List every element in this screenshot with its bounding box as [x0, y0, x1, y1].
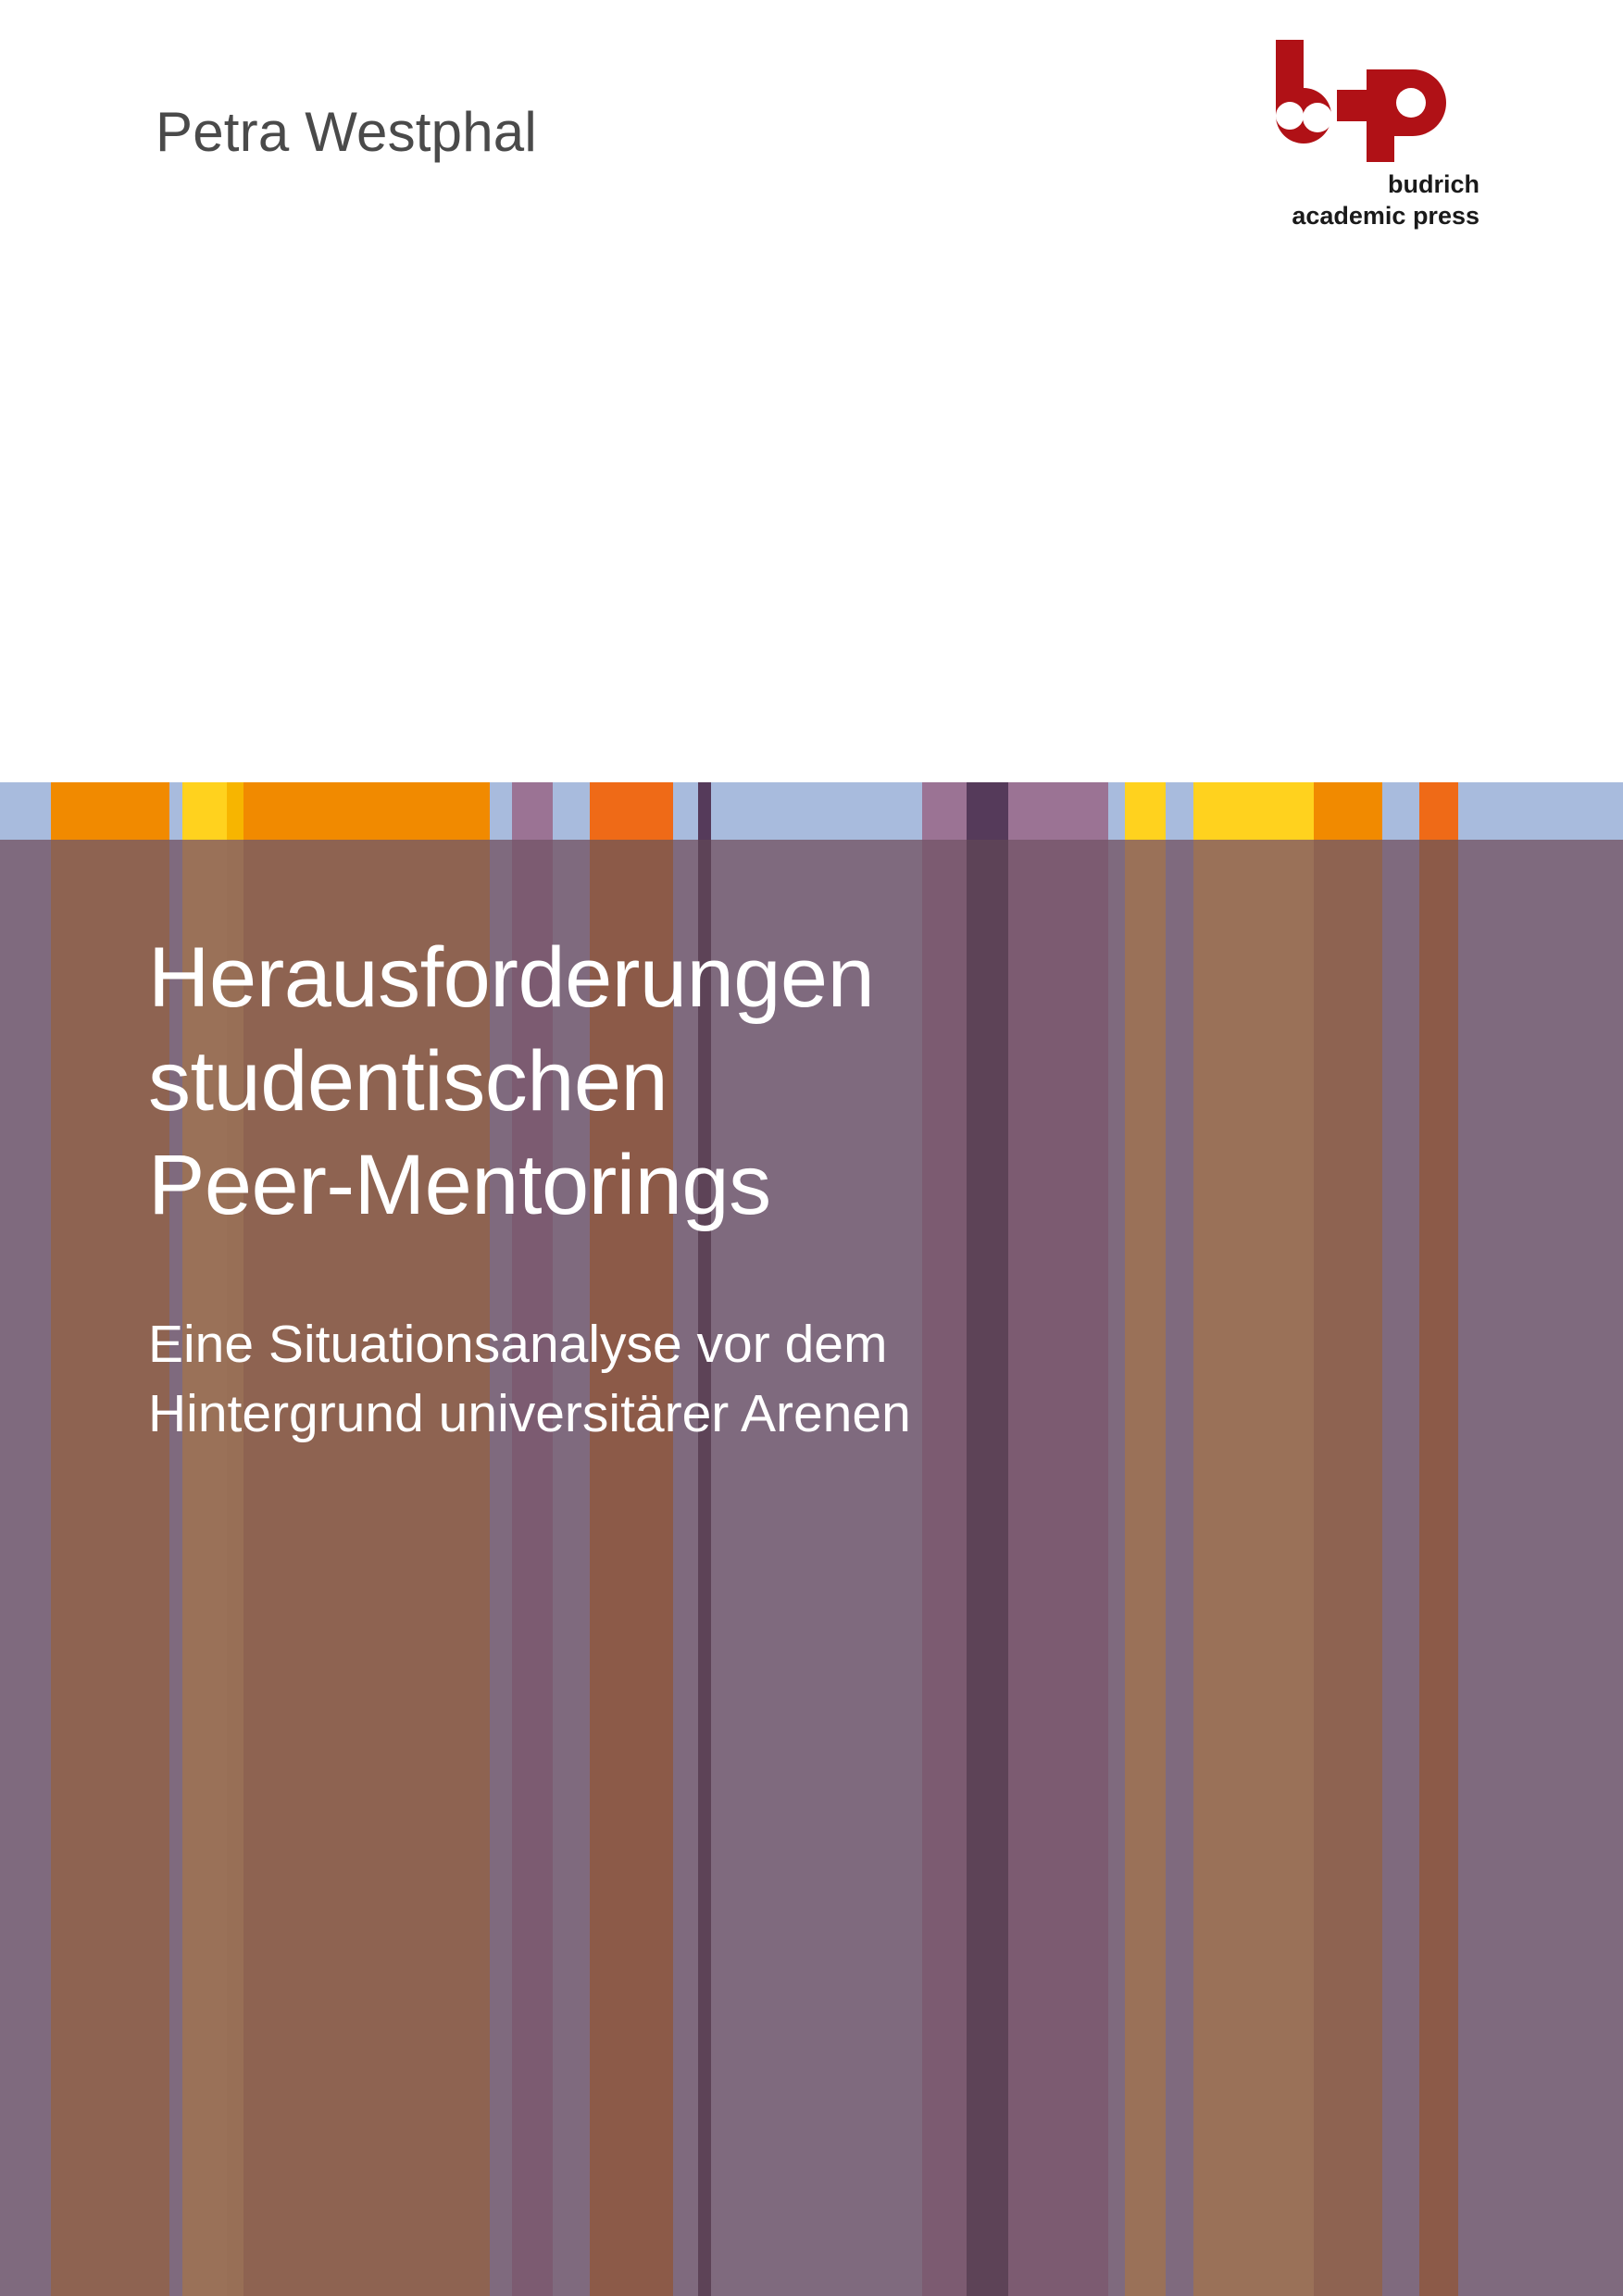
top-band-stripe [227, 782, 243, 840]
band-stripe [1458, 782, 1623, 2296]
top-band-stripe [1458, 782, 1623, 840]
top-band-stripe [490, 782, 512, 840]
top-band-stripe [1166, 782, 1193, 840]
top-band-stripe [1108, 782, 1125, 840]
bp-monogram-logo [1248, 32, 1479, 171]
book-subtitle [148, 1310, 1213, 1449]
top-band-stripe [169, 782, 182, 840]
top-band-stripe [967, 782, 1008, 840]
top-band-stripe [922, 782, 967, 840]
top-band-stripe [1193, 782, 1314, 840]
top-band-stripe [182, 782, 227, 840]
top-band-stripe [590, 782, 673, 840]
publisher-name [1248, 169, 1479, 232]
top-band-stripe [673, 782, 698, 840]
top-band-stripe [711, 782, 922, 840]
top-band-stripe [1382, 782, 1419, 840]
book-title-line: Peer-Mentorings [148, 1138, 771, 1233]
band-stripe [0, 782, 51, 2296]
book-title-line: studentischen [148, 1034, 668, 1129]
top-band-stripe [1314, 782, 1382, 840]
top-band-stripe [1008, 782, 1108, 840]
book-subtitle-line: Hintergrund universitärer Arenen [148, 1383, 911, 1443]
top-band-stripe [243, 782, 490, 840]
band-stripe [1419, 782, 1458, 2296]
top-band-stripe [553, 782, 590, 840]
top-band-stripe [1419, 782, 1458, 840]
cover-top-stripe-bar [0, 782, 1623, 840]
top-band-stripe [0, 782, 51, 840]
top-band-stripe [512, 782, 553, 840]
publisher-name-line1: budrich [1388, 170, 1479, 198]
top-band-stripe [51, 782, 169, 840]
author-name: Petra Westphal [156, 101, 537, 163]
top-band-stripe [1125, 782, 1166, 840]
book-subtitle-line: Eine Situationsanalyse vor dem [148, 1314, 888, 1374]
top-band-stripe [698, 782, 711, 840]
title-block [148, 926, 1213, 1449]
band-stripe [1382, 782, 1419, 2296]
publisher-name-line2: academic press [1292, 201, 1479, 230]
band-stripe [1314, 782, 1382, 2296]
book-title-line: Herausforderungen [148, 930, 875, 1025]
publisher-logo [1248, 32, 1479, 236]
book-title [148, 926, 1213, 1238]
